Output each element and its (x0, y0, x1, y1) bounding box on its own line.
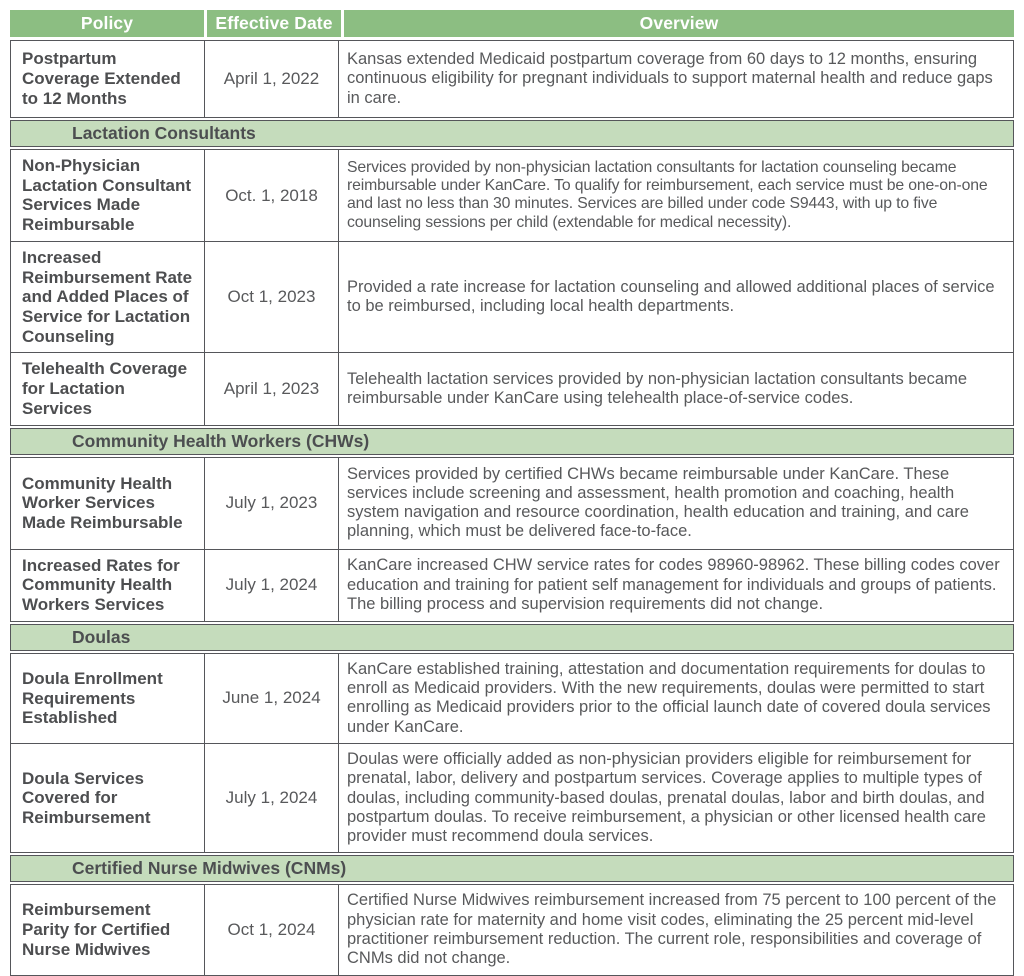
policy-cell: Community Health Worker Services Made Reimbursable (11, 458, 205, 549)
overview-cell: Kansas extended Medicaid postpartum coverage from 60 days to 12 months, ensuring continuous eligibility for pregnant individuals to support maternal health and reduce gaps in care. (347, 50, 993, 107)
date-cell: April 1, 2023 (205, 353, 339, 424)
table-row (11, 654, 1013, 743)
section-header-community-health-workers: Community Health Workers (CHWs) (10, 428, 1014, 455)
overview-cell: Telehealth lactation services provided by non-physician lactation consultants became reimbursable under KanCare using telehealth place-of-service codes. (347, 369, 968, 408)
table-row (11, 885, 1013, 974)
date-cell: July 1, 2024 (205, 744, 339, 852)
date-cell: July 1, 2023 (205, 458, 339, 549)
date-cell: July 1, 2024 (205, 550, 339, 621)
overview-cell: KanCare established training, attestation and documentation requirements for doulas to enroll as Medicaid providers. With the new requirements, doulas were permitted to start enrolling as Medicaid providers prior to the official launch date of covered doula services under KanCare. (347, 659, 991, 736)
overview-cell: Provided a rate increase for lactation counseling and allowed additional places of service to be reimbursed, including local health departments. (347, 277, 995, 316)
policy-cell: Increased Rates for Community Health Workers Services (11, 550, 205, 621)
column-header-overview: Overview (344, 10, 1014, 37)
table-row (11, 549, 1013, 621)
row-group-doulas (10, 653, 1014, 854)
policy-cell: Postpartum Coverage Extended to 12 Months (11, 41, 205, 117)
date-cell: Oct 1, 2023 (205, 242, 339, 353)
policy-cell: Doula Services Covered for Reimbursement (11, 744, 205, 852)
overview-cell: KanCare increased CHW service rates for codes 98960-98962. These billing codes cover education and training for patient self management for individuals and groups of patients. The billing process and supervision requirements did not change. (347, 556, 1000, 613)
policy-cell: Non-Physician Lactation Consultant Services Made Reimbursable (11, 150, 205, 241)
table-header-row (10, 10, 1014, 37)
section-header-lactation-consultants: Lactation Consultants (10, 120, 1014, 147)
date-cell: April 1, 2022 (205, 41, 339, 117)
row-group-chw (10, 457, 1014, 622)
column-header-effective-date: Effective Date (207, 10, 341, 37)
table-row (11, 458, 1013, 549)
table-row (11, 41, 1013, 117)
date-cell: Oct 1, 2024 (205, 885, 339, 974)
table-row (11, 150, 1013, 241)
section-header-certified-nurse-midwives: Certified Nurse Midwives (CNMs) (10, 855, 1014, 882)
overview-cell: Services provided by non-physician lactation consultants for lactation counseling became reimbursable under KanCare. To qualify for reimbursement, each service must be one-on-one and last no less than 30 minutes. Services are billed under code S9443, with up to five counseling sessions per child (extendable for medical necessity). (347, 158, 988, 231)
section-header-doulas: Doulas (10, 624, 1014, 651)
policy-cell: Doula Enrollment Requirements Established (11, 654, 205, 743)
table-row (11, 743, 1013, 852)
column-header-policy: Policy (10, 10, 204, 37)
overview-cell: Certified Nurse Midwives reimbursement increased from 75 percent to 100 percent of the physician rate for maternity and home visit codes, eliminating the 25 percent mid-level practitioner reimbursement reduction. The current role, responsibilities and coverage of CNMs did not change. (347, 891, 997, 968)
date-cell: June 1, 2024 (205, 654, 339, 743)
row-group-lactation (10, 149, 1014, 426)
policy-cell: Increased Reimbursement Rate and Added Places of Service for Lactation Counseling (11, 242, 205, 353)
row-group-postpartum (10, 40, 1014, 118)
overview-cell: Doulas were officially added as non-physician providers eligible for reimbursement for prenatal, labor, delivery and postpartum services. Coverage applies to multiple types of doulas, including community-based doulas, prenatal doulas, labor and birth doulas, and postpartum doulas. To receive reimbursement, a physician or other licensed health care provider must recommend doula services. (347, 749, 986, 846)
policy-cell: Reimbursement Parity for Certified Nurse Midwives (11, 885, 205, 974)
table-row (11, 241, 1013, 353)
date-cell: Oct. 1, 2018 (205, 150, 339, 241)
row-group-cnm (10, 884, 1014, 975)
table-row (11, 352, 1013, 424)
overview-cell: Services provided by certified CHWs became reimbursable under KanCare. These services include screening and assessment, health promotion and coaching, health system navigation and resource coordination, health education and training, and care planning, which must be delivered face-to-face. (347, 464, 969, 541)
policy-cell: Telehealth Coverage for Lactation Services (11, 353, 205, 424)
